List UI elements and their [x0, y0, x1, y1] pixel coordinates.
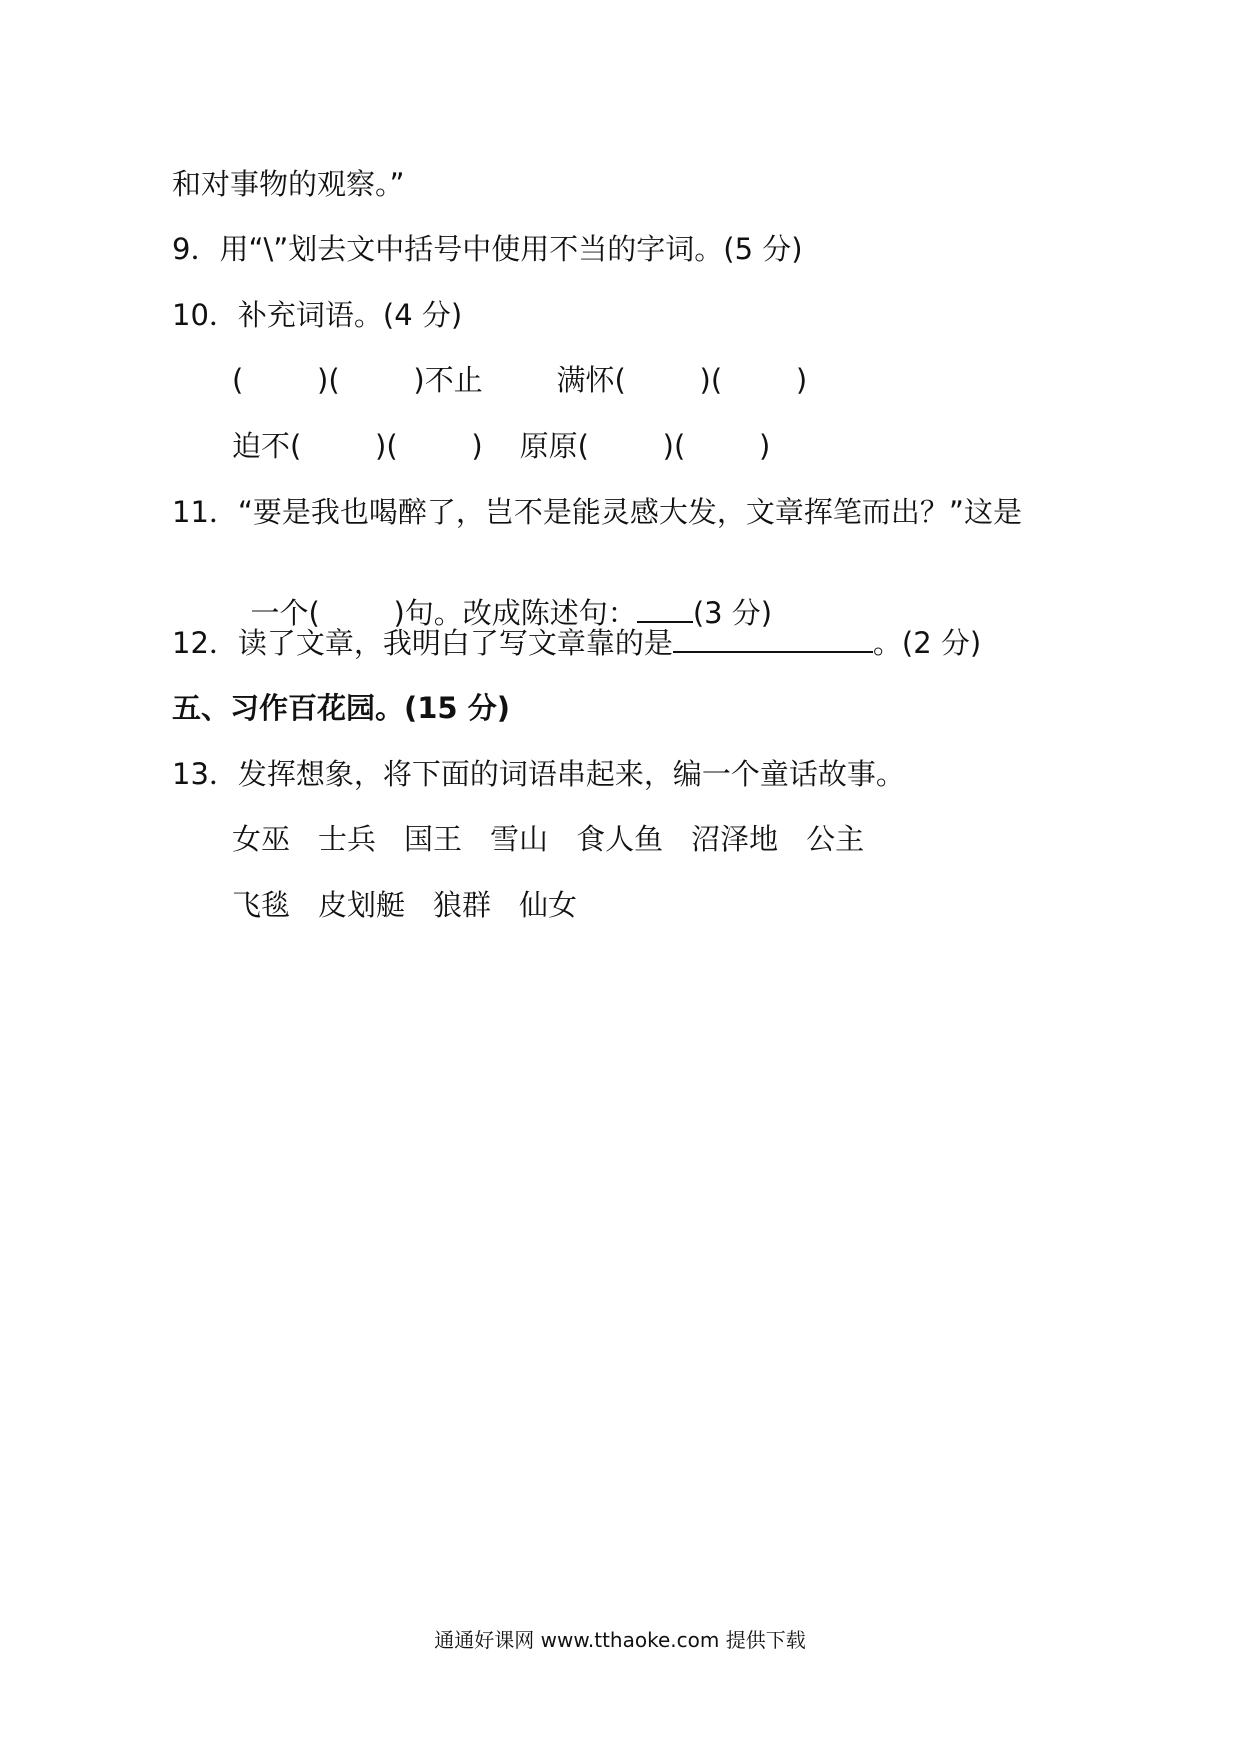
footer-credit: 通通好课网 www.tthaoke.com 提供下载: [434, 1628, 806, 1652]
word: 国王: [404, 822, 463, 856]
word: 皮划艇: [318, 888, 406, 922]
word: 仙女: [519, 888, 578, 922]
word-list-row-2: [232, 887, 605, 923]
word: 雪山: [490, 822, 549, 856]
word-list-row-1: [232, 821, 892, 857]
answer-blank[interactable]: [637, 595, 693, 623]
question-10: 10．补充词语。(4 分): [172, 298, 463, 332]
word: 食人鱼: [576, 822, 664, 856]
question-11: 11．“要是我也喝醉了，岂不是能灵感大发，文章挥笔而出？”这是: [172, 495, 1022, 529]
word: 士兵: [318, 822, 377, 856]
q10-row-1: ( )( )不止 满怀( )( ): [232, 363, 808, 397]
continued-text: 和对事物的观察。”: [172, 167, 405, 201]
q11-text: 一个( )句。改成陈述句：: [250, 596, 637, 630]
word: 飞毯: [232, 888, 291, 922]
q10-row-2: 迫不( )( ) 原原( )( ): [232, 429, 771, 463]
section-5-heading: 五、习作百花园。(15 分): [172, 691, 510, 725]
question-12: [172, 625, 981, 661]
q12-text: 12．读了文章，我明白了写文章靠的是: [172, 626, 673, 660]
word: 沼泽地: [691, 822, 779, 856]
question-9: 9．用“\”划去文中括号中使用不当的字词。(5 分): [172, 232, 803, 266]
answer-blank[interactable]: [673, 625, 873, 653]
word: 狼群: [433, 888, 492, 922]
q11-score: (3 分): [692, 596, 773, 630]
word: 公主: [806, 822, 865, 856]
question-13: 13．发挥想象，将下面的词语串起来，编一个童话故事。: [172, 757, 905, 791]
word: 女巫: [232, 822, 291, 856]
q12-score: 。(2 分): [872, 626, 982, 660]
q11-continued: [232, 559, 772, 631]
